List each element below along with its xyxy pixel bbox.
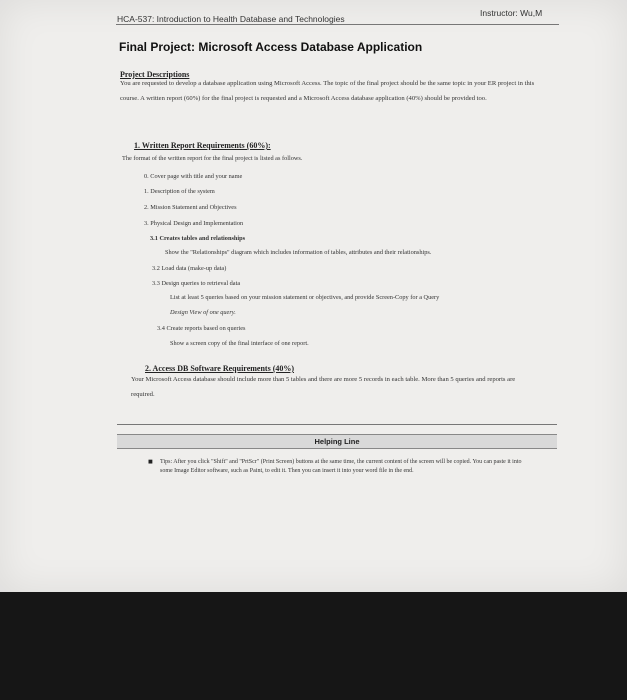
list-item: 0. Cover page with title and your name [144, 173, 243, 180]
access-db-text: Your Microsoft Access database should include more than 5 tables and there are more 5 records in each table. More than 5 queries and reports are required. [131, 376, 516, 398]
project-description-heading: Project Descriptions [120, 70, 190, 79]
section-divider [117, 424, 557, 425]
sub-item-3-4: 3.4 Create reports based on queries [157, 325, 246, 332]
sub-item-3-1-note: Show the "Relationships" diagram which includes information of tables, attributes and their relationships. [165, 249, 432, 256]
header-divider [116, 24, 559, 25]
page-title: Final Project: Microsoft Access Database Application [119, 40, 423, 54]
sub-item-3-3: 3.3 Design queries to retrieval data [152, 280, 241, 287]
instructor-header: Instructor: Wu,M [480, 8, 543, 18]
sub-item-3-3-note: List at least 5 queries based on your mission statement or objectives, and provide Screen-Copy for a Query [170, 294, 440, 301]
list-item: 2. Mission Statement and Objectives [144, 204, 237, 211]
course-header: HCA-537: Introduction to Health Database and Technologies [117, 14, 345, 24]
written-report-heading: 1. Written Report Requirements (60%): [134, 141, 271, 150]
dark-background [0, 592, 627, 700]
helping-line-bar [117, 434, 557, 449]
list-item: 3. Physical Design and Implementation [144, 220, 244, 227]
sub-item-3-3-note-cont: Design View of one query. [170, 309, 236, 316]
bullet-icon: ■ [148, 457, 153, 466]
helping-line-label: Helping Line [314, 437, 360, 446]
sub-item-3-4-note: Show a screen copy of the final interface of one report. [170, 340, 309, 347]
access-db-heading: 2. Access DB Software Requirements (40%) [145, 364, 295, 373]
project-description-text: You are requested to develop a database application using Microsoft Access. The topic of the final project should be the same topic in your ER project in this course. A written report (60%) for the final project is requested and a Microsoft Access database application (40%) should be provided too. [120, 80, 535, 102]
sub-item-3-1: 3.1 Creates tables and relationships [150, 235, 246, 242]
tips-text: Tips: After you click "Shift" and "PrtScr" (Print Screen) buttons at the same time, the current content of the screen will be copied. You can paste it into some Image Editor software, such as Paint, to edit it. Then you can insert it into your word file in the end. [160, 459, 522, 474]
sub-item-3-2: 3.2 Load data (make-up data) [152, 265, 227, 272]
written-report-intro: The format of the written report for the final project is listed as follows. [122, 155, 303, 162]
list-item: 1. Description of the system [144, 188, 215, 195]
